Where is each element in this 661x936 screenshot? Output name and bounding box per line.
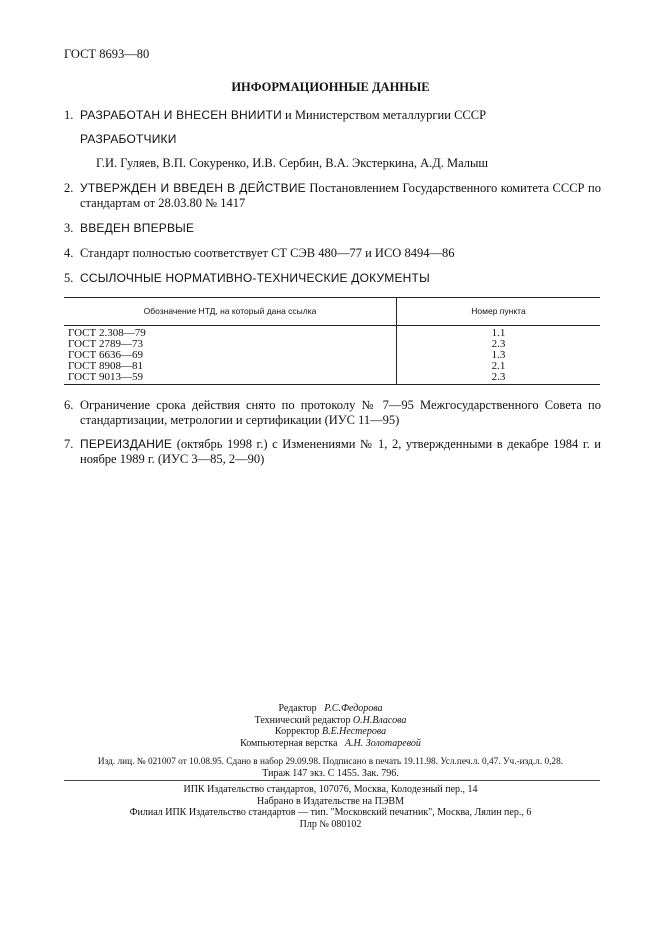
- item-caps: РАЗРАБОТАН И ВНЕСЕН ВНИИТИ: [80, 108, 282, 122]
- item-number: 4.: [64, 246, 74, 260]
- printer-address: Филиал ИПК Издательство стандартов — тип. "Московский печатник", Москва, Лялин пер., 6: [129, 807, 532, 818]
- table-cell-doc: ГОСТ 9013—59: [68, 371, 143, 383]
- typeset-note: Набрано в Издательстве на ПЭВМ: [257, 795, 404, 807]
- publication-details-line2: Тираж 147 экз. С 1455. Зак. 796.: [262, 768, 399, 779]
- item-text: Постановлением Государственного комитета СССР по стандартам от 28.03.80 № 1417: [80, 181, 601, 210]
- doc-code: ГОСТ 8693—80: [64, 47, 150, 61]
- table-cell-doc: ГОСТ 8908—81: [68, 360, 143, 372]
- corrector-label: Корректор: [274, 726, 320, 737]
- item-number: 7.: [64, 437, 74, 451]
- tech-editor-label: Технический редактор: [254, 714, 351, 726]
- publisher-address: ИПК Издательство стандартов, 107076, Москва, Колодезный пер., 14: [183, 784, 478, 795]
- table-top-rule: [64, 297, 600, 298]
- layout-label: Компьютерная верстка: [240, 737, 338, 749]
- item-caps: ВВЕДЕН ВПЕРВЫЕ: [80, 221, 195, 235]
- publisher-block: [0, 784, 661, 830]
- item-caps: ПЕРЕИЗДАНИЕ: [80, 437, 173, 451]
- item-number: 2.: [64, 181, 74, 195]
- developers-label-text: РАЗРАБОТЧИКИ: [80, 132, 177, 146]
- table-bottom-rule: [64, 384, 600, 385]
- table-cell-clause: 2.1: [491, 360, 506, 372]
- table-header-rule: [64, 325, 600, 326]
- layout-name: А.Н. Золотаревой: [344, 737, 421, 749]
- developers-label: [80, 132, 601, 147]
- item-number: 5.: [64, 271, 74, 285]
- tech-editor-line: [0, 715, 661, 727]
- editor-label: Редактор: [278, 703, 317, 714]
- item-text: Стандарт полностью соответствует СТ СЭВ 480—77 и ИСО 8494—86: [80, 246, 455, 260]
- imprint-separator: [64, 780, 600, 781]
- corrector-line: [0, 726, 661, 738]
- corrector-name: В.Е.Нестерова: [321, 726, 387, 737]
- table-cell-doc: ГОСТ 2.308—79: [68, 327, 146, 339]
- item-4: [64, 246, 601, 261]
- page-title: ИНФОРМАЦИОННЫЕ ДАННЫЕ: [231, 80, 430, 94]
- table-cell-clause: 1.1: [491, 327, 506, 339]
- item-5: [64, 271, 601, 286]
- editor-name: Р.С.Федорова: [324, 703, 383, 714]
- item-text: (октябрь 1998 г.) с Изменениями № 1, 2, утвержденными в декабре 1984 г. и ноябре 1989 г. (ИУС 3—85, 2—90): [80, 437, 601, 466]
- item-1: [64, 108, 601, 123]
- imprint-credits: [0, 703, 661, 749]
- developers-list: Г.И. Гуляев, В.П. Сокуренко, И.В. Сербин, В.А. Экстеркина, А.Д. Малыш: [96, 156, 489, 170]
- license-number: Плр № 080102: [299, 818, 362, 830]
- table-header-doc: Обозначение НТД, на который дана ссылка: [143, 306, 317, 316]
- item-text: Ограничение срока действия снято по протоколу № 7—95 Межгосударственного Совета по стандартизации, метрологии и сертификации (ИУС 11—95): [80, 398, 601, 427]
- table-cell-clause: 2.3: [491, 338, 506, 350]
- item-caps: УТВЕРЖДЕН И ВВЕДЕН В ДЕЙСТВИЕ: [80, 181, 306, 195]
- item-number: 6.: [64, 398, 74, 412]
- editor-line: [0, 703, 661, 715]
- item-text: и Министерством металлургии СССР: [281, 108, 487, 122]
- table-cell-doc: ГОСТ 2789—73: [68, 338, 143, 350]
- item-caps: ССЫЛОЧНЫЕ НОРМАТИВНО-ТЕХНИЧЕСКИЕ ДОКУМЕНТЫ: [80, 271, 430, 285]
- item-number: 3.: [64, 221, 74, 235]
- layout-line: [0, 738, 661, 750]
- publication-details-line1: Изд. лиц. № 021007 от 10.08.95. Сдано в набор 29.09.98. Подписано в печать 19.11.98. Усл.печ.л. 0,47. Уч.-изд.л. 0,28.: [97, 757, 564, 767]
- table-cell-clause: 1.3: [491, 349, 506, 361]
- tech-editor-name: О.Н.Власова: [352, 714, 407, 726]
- table-cell-clause: 2.3: [491, 371, 506, 383]
- table-cell-doc: ГОСТ 6636—69: [68, 349, 143, 361]
- table-header-clause: Номер пункта: [471, 306, 526, 316]
- item-3: [64, 221, 601, 236]
- item-number: 1.: [64, 108, 74, 122]
